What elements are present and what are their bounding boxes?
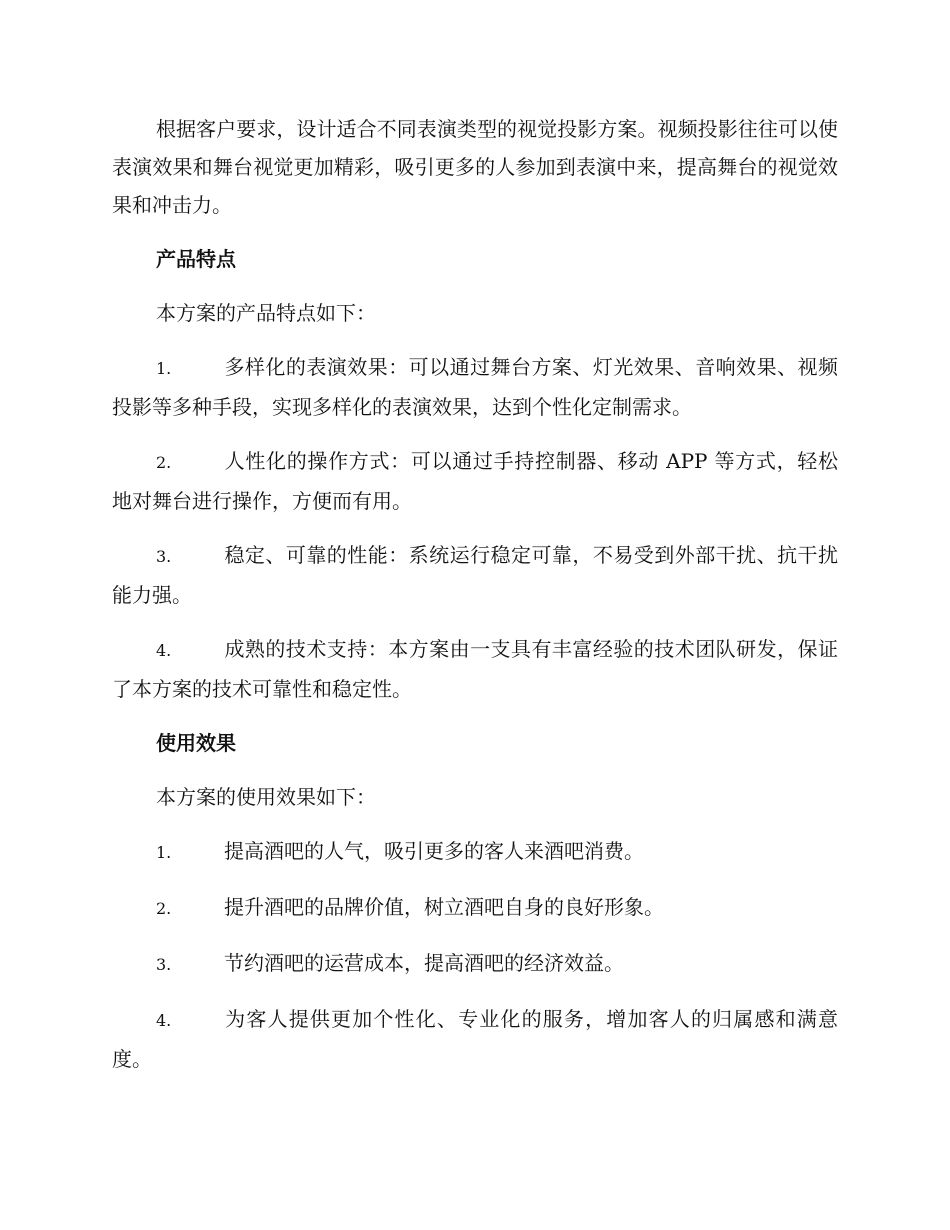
section-heading-effects: 使用效果 xyxy=(156,731,236,755)
section-heading-features: 产品特点 xyxy=(156,247,236,271)
list-number: 1. xyxy=(156,359,172,378)
list-number: 3. xyxy=(156,547,172,566)
list-item xyxy=(112,1000,838,1078)
list-item xyxy=(112,442,838,520)
list-text: 成熟的技术支持：本方案由一支具有丰富经验的技术团队研发，保证了本方案的技术可靠性和稳定性。 xyxy=(112,637,838,701)
list-text: 为客人提供更加个性化、专业化的服务，增加客人的归属感和满意度。 xyxy=(112,1007,838,1071)
list-item xyxy=(112,630,838,708)
list-text: 提高酒吧的人气，吸引更多的客人来酒吧消费。 xyxy=(224,839,644,863)
features-lead: 本方案的产品特点如下： xyxy=(156,301,376,325)
list-text: 提升酒吧的品牌价值，树立酒吧自身的良好形象。 xyxy=(224,895,664,919)
list-item xyxy=(112,348,838,426)
list-text: 多样化的表演效果：可以通过舞台方案、灯光效果、音响效果、视频投影等多种手段，实现多样化的表演效果，达到个性化定制需求。 xyxy=(112,355,838,419)
list-text: 节约酒吧的运营成本，提高酒吧的经济效益。 xyxy=(224,951,624,975)
list-number: 4. xyxy=(156,1011,172,1030)
list-number: 4. xyxy=(156,641,172,660)
document-body xyxy=(112,110,838,1078)
list-number: 2. xyxy=(156,453,172,472)
list-item xyxy=(112,944,838,984)
list-text: 人性化的操作方式：可以通过手持控制器、移动 APP 等方式，轻松地对舞台进行操作，方便而有用。 xyxy=(112,449,838,513)
list-item xyxy=(112,832,838,872)
intro-paragraph: 根据客户要求，设计适合不同表演类型的视觉投影方案。视频投影往往可以使表演效果和舞台视觉更加精彩，吸引更多的人参加到表演中来，提高舞台的视觉效果和冲击力。 xyxy=(112,117,838,217)
list-number: 1. xyxy=(156,843,172,862)
list-item xyxy=(112,536,838,614)
list-item xyxy=(112,888,838,928)
list-number: 2. xyxy=(156,899,172,918)
list-text: 稳定、可靠的性能：系统运行稳定可靠，不易受到外部干扰、抗干扰能力强。 xyxy=(112,543,838,607)
effects-lead: 本方案的使用效果如下： xyxy=(156,785,376,809)
list-number: 3. xyxy=(156,955,172,974)
